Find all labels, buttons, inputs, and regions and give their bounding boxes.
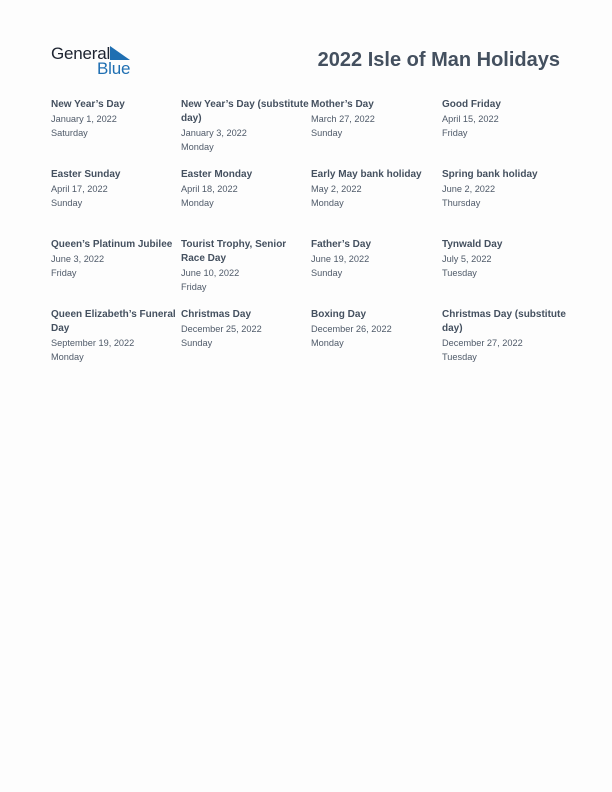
holiday-name: Early May bank holiday	[311, 169, 422, 180]
holiday-date: December 26, 2022	[311, 324, 392, 334]
holiday-entry	[442, 98, 566, 168]
holiday-date: September 19, 2022	[51, 338, 135, 348]
holiday-date: January 1, 2022	[51, 114, 117, 124]
holiday-name: Queen’s Platinum Jubilee	[51, 239, 173, 250]
holiday-date: June 2, 2022	[442, 184, 496, 194]
holiday-date: June 3, 2022	[51, 254, 105, 264]
brand-logo	[51, 44, 141, 78]
holiday-name: Good Friday	[442, 99, 501, 110]
logo-triangle-icon	[110, 46, 130, 60]
holiday-entry	[51, 238, 181, 308]
holiday-entry	[181, 98, 311, 168]
holiday-weekday: Friday	[181, 282, 207, 292]
holiday-entry	[442, 238, 566, 308]
holiday-name: Easter Sunday	[51, 169, 121, 180]
holiday-grid	[51, 98, 566, 378]
holiday-date: March 27, 2022	[311, 114, 375, 124]
holiday-weekday: Friday	[51, 268, 77, 278]
holiday-date: June 19, 2022	[311, 254, 370, 264]
holiday-date: April 15, 2022	[442, 114, 499, 124]
holiday-name: Christmas Day	[181, 309, 252, 320]
holiday-weekday: Monday	[311, 198, 344, 208]
holiday-weekday: Sunday	[181, 338, 213, 348]
holiday-name: Easter Monday	[181, 169, 253, 180]
brand-name-general: General	[51, 44, 111, 63]
holiday-weekday: Sunday	[311, 128, 343, 138]
holiday-weekday: Saturday	[51, 128, 88, 138]
holiday-date: April 17, 2022	[51, 184, 108, 194]
holiday-entry	[51, 98, 181, 168]
holiday-weekday: Tuesday	[442, 268, 477, 278]
holiday-name: Spring bank holiday	[442, 169, 538, 180]
holiday-entry	[181, 168, 311, 238]
holiday-weekday: Tuesday	[442, 352, 477, 362]
holiday-weekday: Sunday	[51, 198, 83, 208]
holiday-weekday: Friday	[442, 128, 468, 138]
holiday-name: Tourist Trophy, Senior Race Day	[181, 239, 287, 264]
holiday-name: Father’s Day	[311, 239, 372, 250]
holiday-date: July 5, 2022	[442, 254, 492, 264]
holiday-entry	[51, 308, 181, 378]
holiday-date: June 10, 2022	[181, 268, 240, 278]
holiday-date: December 25, 2022	[181, 324, 262, 334]
holiday-entry	[442, 168, 566, 238]
holiday-weekday: Monday	[311, 338, 344, 348]
holiday-entry	[51, 168, 181, 238]
holiday-name: New Year’s Day	[51, 99, 125, 110]
holiday-entry	[181, 238, 311, 308]
holiday-entry	[181, 308, 311, 378]
holiday-date: April 18, 2022	[181, 184, 238, 194]
holiday-name: Boxing Day	[311, 309, 367, 320]
brand-name-blue: Blue	[97, 59, 131, 78]
holiday-name: Christmas Day (substitute day)	[442, 309, 566, 334]
holiday-entry	[442, 308, 566, 378]
holiday-weekday: Monday	[181, 142, 214, 152]
holiday-weekday: Monday	[181, 198, 214, 208]
holiday-entry	[311, 238, 442, 308]
holiday-weekday: Monday	[51, 352, 84, 362]
holiday-name: New Year’s Day (substitute day)	[181, 99, 309, 124]
holiday-entry	[311, 98, 442, 168]
holiday-weekday: Thursday	[442, 198, 481, 208]
holiday-date: May 2, 2022	[311, 184, 362, 194]
holiday-entry	[311, 168, 442, 238]
holiday-name: Queen Elizabeth’s Funeral Day	[51, 309, 176, 334]
holiday-weekday: Sunday	[311, 268, 343, 278]
holiday-name: Mother’s Day	[311, 99, 374, 110]
holiday-date: January 3, 2022	[181, 128, 247, 138]
holiday-date: December 27, 2022	[442, 338, 523, 348]
holiday-name: Tynwald Day	[442, 239, 503, 250]
page-title: 2022 Isle of Man Holidays	[317, 49, 560, 71]
holiday-entry	[311, 308, 442, 378]
